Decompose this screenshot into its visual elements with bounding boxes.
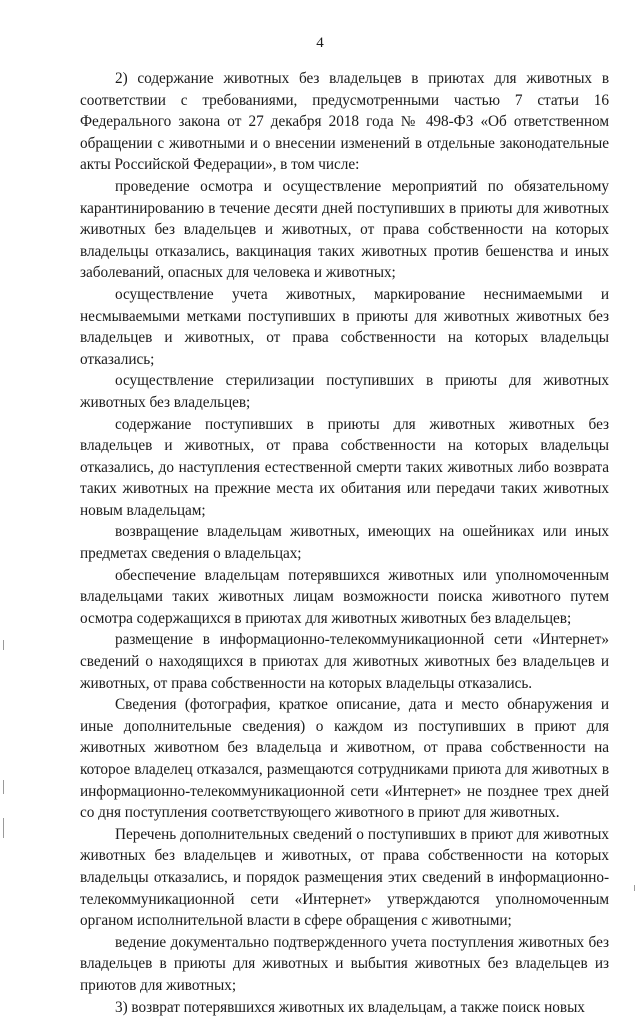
paragraph-return-owners: возвращение владельцам животных, имеющих на ошейниках или иных предметах сведения о владельцах; <box>80 523 609 563</box>
paragraph-accounting: ведение документально подтвержденного учета поступления животных без владельцев в приюты для животных и выбытия животных без владельцев из приютов для животных; <box>80 933 609 994</box>
paragraph-item-2-intro: 2) содержание животных без владельцев в приютах для животных в соответствии с требованиями, предусмотренными частью 7 статьи 16 Федерального закона от 27 декабря 2018 года № 498-ФЗ «Об ответственном обращении с животными и о внесении изменений в отдельные законодательные акты Российской Федерации», в том числе: <box>80 70 609 174</box>
paragraph-sterilization: осуществление стерилизации поступивших в приюты для животных животных без владельцев; <box>80 372 609 411</box>
page-number: 4 <box>316 35 324 51</box>
paragraph-info-details: Сведения (фотография, краткое описание, дата и место обнаружения и иные дополнительные сведения) о каждом из поступивших в приют для животных животном без владельца и животном, от права собственности на которое владелец отказался, размещаются сотрудниками приюта для животных в информационно-телекоммуникационной сети «Интернет» не позднее трех дней со дня поступления соответствующего животного в приют для животных. <box>80 696 609 822</box>
document-body <box>80 68 609 1018</box>
scan-edge-mark <box>3 818 4 838</box>
paragraph-info-list: Перечень дополнительных сведений о поступивших в приют для животных животных без владельцев и животных, от права собственности на которых владельцы отказались, и порядок размещения этих сведений в информационно-телекоммуникационной сети «Интернет» утверждаются уполномоченным органом исполнительной власти в сфере обращения с животными; <box>80 825 609 930</box>
paragraph-search-ability: обеспечение владельцам потерявшихся животных или уполномоченным владельцами таких животных лицам возможности поиска животного путем осмотра содержащихся в приютах для животных животных без владельцев; <box>80 566 609 627</box>
paragraph-item-3: 3) возврат потерявшихся животных их владельцам, а также поиск новых <box>115 998 585 1016</box>
scan-edge-mark <box>634 885 635 891</box>
scan-edge-mark <box>3 780 4 794</box>
scan-edge-mark <box>3 640 4 650</box>
paragraph-keeping: содержание поступивших в приюты для животных животных без владельцев и животных, от права собственности на которых владельцы отказались, до наступления естественной смерти таких животных либо возврата таких животных на прежние места их обитания или передачи таких животных новым владельцам; <box>80 415 609 519</box>
paragraph-internet-posting: размещение в информационно-телекоммуникационной сети «Интернет» сведений о находящихся в приютах для животных животных без владельцев и животных, от права собственности на которых владельцы отказались. <box>80 631 609 692</box>
paragraph-marking: осуществление учета животных, маркирование неснимаемыми и несмываемыми метками поступивших в приюты для животных животных без владельцев и животных, от права собственности на которых владельцы отказались; <box>80 285 609 368</box>
paragraph-quarantine: проведение осмотра и осуществление мероприятий по обязательному карантинированию в течение десяти дней поступивших в приюты для животных животных без владельцев и животных, от права собственности на которых владельцы отказались, вакцинация таких животных против бешенства и иных заболеваний, опасных для человека и животных; <box>80 177 609 282</box>
